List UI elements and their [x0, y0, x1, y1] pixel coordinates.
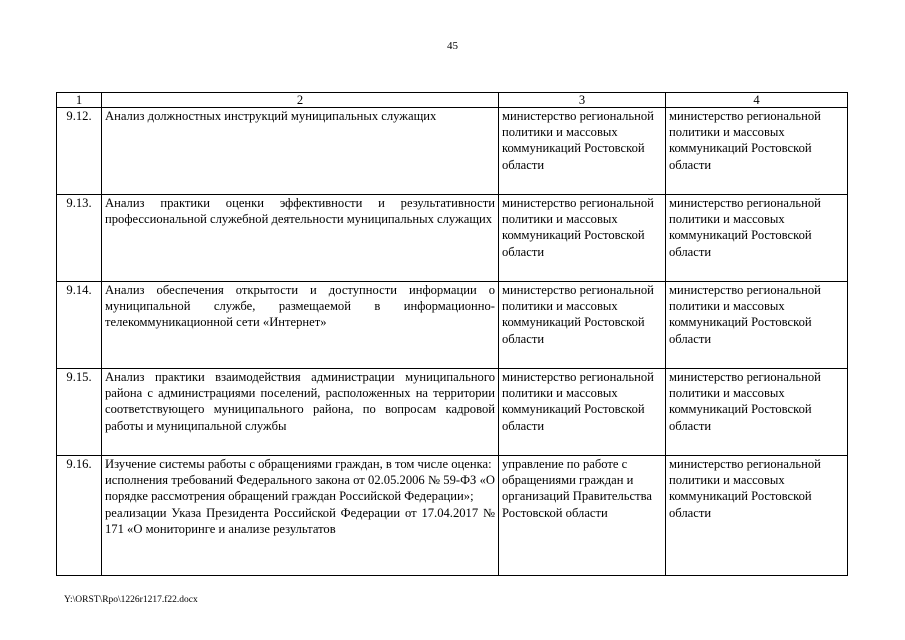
row-executor: министерство региональной политики и массовых коммуникаций Ростовской области	[499, 108, 666, 195]
header-cell: 1	[57, 93, 102, 108]
row-coexecutor: министерство региональной политики и массовых коммуникаций Ростовской области	[666, 195, 848, 282]
description-paragraph: исполнения требований Федерального закона от 02.05.2006 № 59-ФЗ «О порядке рассмотрения обращений граждан Российской Федерации»;	[105, 473, 495, 504]
row-executor: управление по работе с обращениями граждан и организаций Правительства Ростовской области	[499, 456, 666, 576]
row-number: 9.15.	[57, 369, 102, 456]
row-coexecutor: министерство региональной политики и массовых коммуникаций Ростовской области	[666, 282, 848, 369]
header-cell: 2	[102, 93, 499, 108]
row-coexecutor: министерство региональной политики и массовых коммуникаций Ростовской области	[666, 108, 848, 195]
page-number: 45	[447, 40, 458, 52]
row-number: 9.14.	[57, 282, 102, 369]
row-number: 9.12.	[57, 108, 102, 195]
table-row	[57, 108, 848, 195]
description-paragraph: Изучение системы работы с обращениями граждан, в том числе оценка:	[105, 457, 492, 471]
row-description: Анализ должностных инструкций муниципальных служащих	[102, 108, 499, 195]
row-description: Анализ практики взаимодействия администрации муниципального района с администрациями поселений, расположенных на территории соответствующего муниципального района, по вопросам кадровой работы и муниципальной службы	[102, 369, 499, 456]
row-number: 9.13.	[57, 195, 102, 282]
file-path-footer: Y:\ORST\Rpo\1226r1217.f22.docx	[64, 595, 198, 605]
row-description: Анализ обеспечения открытости и доступности информации о муниципальной службе, размещаемой в информационно-телекоммуникационной сети «Интернет»	[102, 282, 499, 369]
table-row	[57, 195, 848, 282]
row-executor: министерство региональной политики и массовых коммуникаций Ростовской области	[499, 369, 666, 456]
header-cell: 3	[499, 93, 666, 108]
table-row	[57, 282, 848, 369]
description-paragraph: реализации Указа Президента Российской Федерации от 17.04.2017 № 171 «О мониторинге и анализе результатов	[105, 505, 495, 536]
row-executor: министерство региональной политики и массовых коммуникаций Ростовской области	[499, 195, 666, 282]
header-cell: 4	[666, 93, 848, 108]
row-number: 9.16.	[57, 456, 102, 576]
row-description	[102, 456, 499, 576]
row-coexecutor: министерство региональной политики и массовых коммуникаций Ростовской области	[666, 369, 848, 456]
plan-table	[56, 92, 848, 576]
table-header-row	[57, 93, 848, 108]
table-row	[57, 456, 848, 576]
row-executor: министерство региональной политики и массовых коммуникаций Ростовской области	[499, 282, 666, 369]
table-row	[57, 369, 848, 456]
row-coexecutor: министерство региональной политики и массовых коммуникаций Ростовской области	[666, 456, 848, 576]
row-description: Анализ практики оценки эффективности и результативности профессиональной служебной деятельности муниципальных служащих	[102, 195, 499, 282]
